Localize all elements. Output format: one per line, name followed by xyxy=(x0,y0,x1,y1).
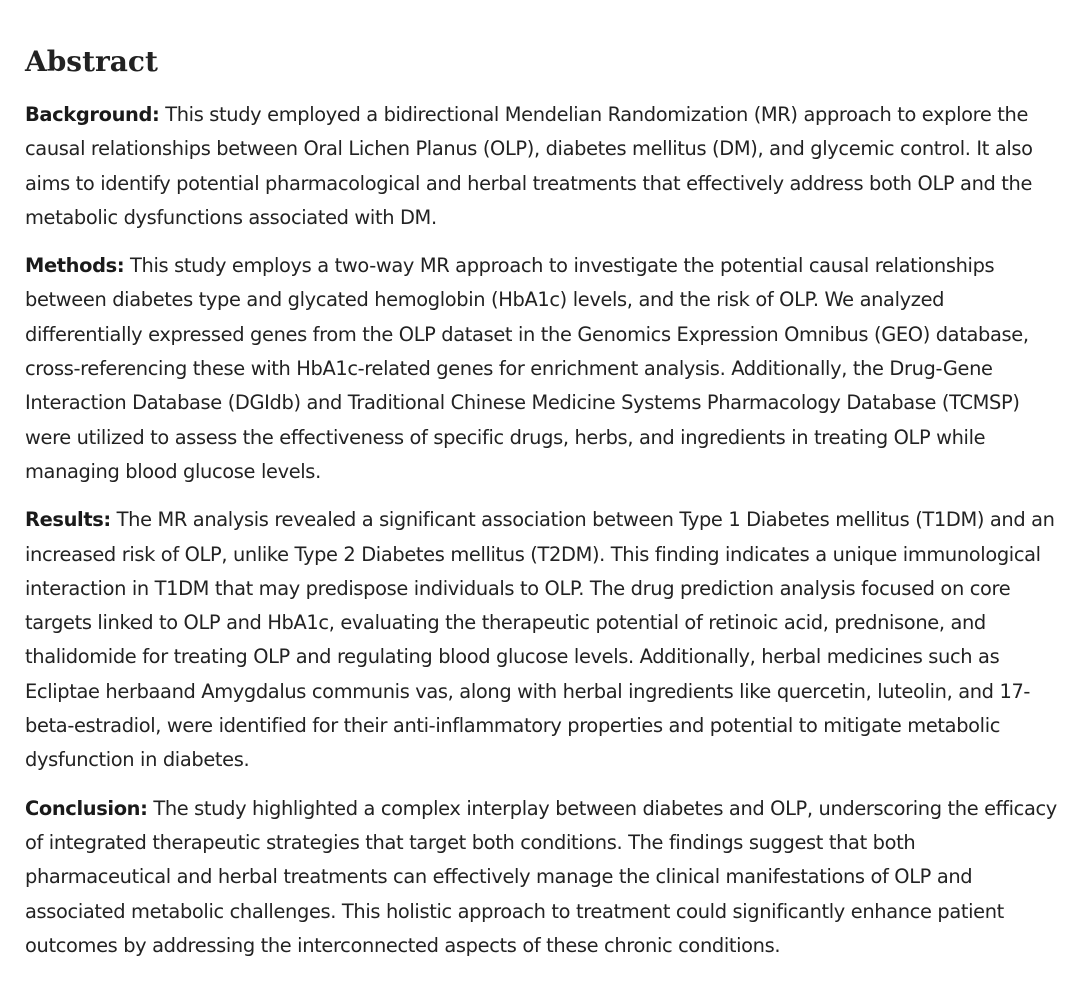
abstract-section xyxy=(25,44,1060,977)
results-paragraph xyxy=(25,503,1060,777)
results-text: The MR analysis revealed a significant association between Type 1 Diabetes mellitus (T1DM) and an increased risk of OLP, unlike Type 2 Diabetes mellitus (T2DM). This finding indicates a unique immunological interaction in T1DM that may predispose individuals to OLP. The drug prediction analysis focused on core targets linked to OLP and HbA1c, evaluating the therapeutic potential of retinoic acid, prednisone, and thalidomide for treating OLP and regulating blood glucose levels. Additionally, herbal medicines such as Ecliptae herbaand Amygdalus communis vas, along with herbal ingredients like quercetin, luteolin, and 17-beta-estradiol, were identified for their anti-inflammatory properties and potential to mitigate metabolic dysfunction in diabetes. xyxy=(25,508,1055,772)
results-label: Results: xyxy=(25,508,111,532)
background-paragraph xyxy=(25,98,1060,235)
methods-label: Methods: xyxy=(25,254,125,278)
conclusion-label: Conclusion: xyxy=(25,796,148,820)
background-text: This study employed a bidirectional Mendelian Randomization (MR) approach to explore the causal relationships between Oral Lichen Planus (OLP), diabetes mellitus (DM), and glycemic control. It also aims to identify potential pharmacological and herbal treatments that effectively address both OLP and the metabolic dysfunctions associated with DM. xyxy=(25,103,1033,229)
abstract-heading: Abstract xyxy=(25,45,158,78)
methods-paragraph xyxy=(25,249,1060,489)
conclusion-text: The study highlighted a complex interplay between diabetes and OLP, underscoring the efficacy of integrated therapeutic strategies that target both conditions. The findings suggest that both pharmaceutical and herbal treatments can effectively manage the clinical manifestations of OLP and associated metabolic challenges. This holistic approach to treatment could significantly enhance patient outcomes by addressing the interconnected aspects of these chronic conditions. xyxy=(25,796,1057,957)
background-label: Background: xyxy=(25,103,160,126)
conclusion-paragraph xyxy=(25,792,1060,963)
methods-text: This study employs a two-way MR approach to investigate the potential causal relationships between diabetes type and glycated hemoglobin (HbA1c) levels, and the risk of OLP. We analyzed differentially expressed genes from the OLP dataset in the Genomics Expression Omnibus (GEO) database, cross-referencing these with HbA1c-related genes for enrichment analysis. Additionally, the Drug-Gene Interaction Database (DGIdb) and Traditional Chinese Medicine Systems Pharmacology Database (TCMSP) were utilized to assess the effectiveness of specific drugs, herbs, and ingredients in treating OLP while managing blood glucose levels. xyxy=(25,254,1029,483)
